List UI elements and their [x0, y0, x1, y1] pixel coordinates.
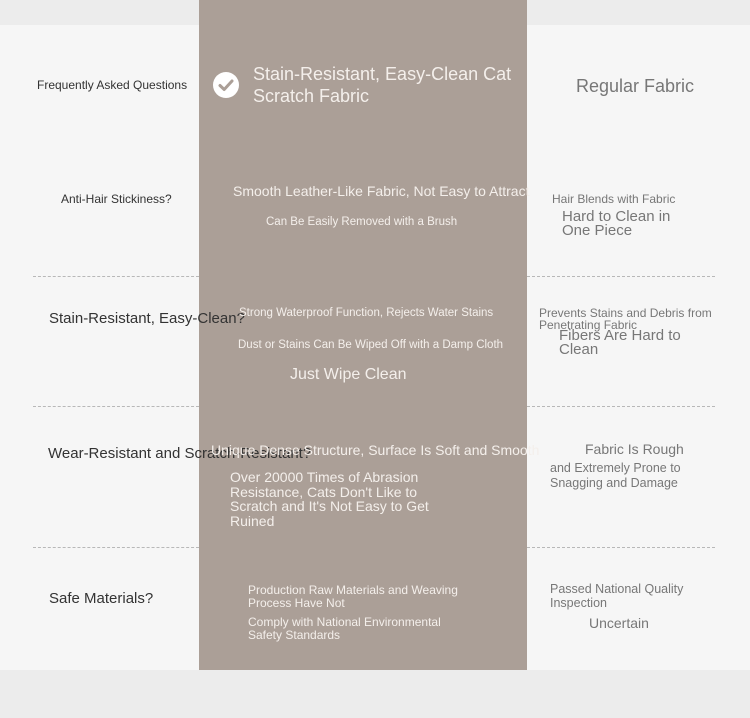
question-wear: Wear-Resistant and Scratch-Resistant? [48, 445, 312, 462]
regular-hair-line2: Hard to Clean in One Piece [562, 208, 671, 239]
featured-stain-line1: Strong Waterproof Function, Rejects Water Stains [239, 307, 494, 319]
regular-safe-line1: Passed National Quality Inspection [550, 582, 684, 610]
regular-stain-line2: Fibers Are Hard to Clean [559, 327, 681, 358]
footer-bar [0, 670, 750, 718]
featured-safe-line2: Comply with National Environmental Safety Standards [248, 615, 441, 642]
featured-stain-line3: Just Wipe Clean [290, 366, 407, 383]
regular-title: Regular Fabric [576, 76, 695, 96]
featured-wear-line1: Unique Dense Structure, Surface Is Soft and Smooth [211, 442, 540, 458]
row-divider [527, 406, 715, 407]
question-safe: Safe Materials? [49, 590, 154, 607]
regular-hair-line1: Hair Blends with Fabric [552, 192, 676, 206]
row-divider [527, 547, 715, 548]
question-hair: Anti-Hair Stickiness? [61, 192, 172, 206]
regular-wear-line1: Fabric Is Rough [585, 441, 684, 457]
featured-safe-line1: Production Raw Materials and Weaving Process Have Not [248, 583, 458, 610]
featured-hair-line2: Can Be Easily Removed with a Brush [266, 216, 458, 228]
regular-stain-line1: Prevents Stains and Debris from Penetrating Fabric [539, 306, 712, 332]
featured-stain-line2: Dust or Stains Can Be Wiped Off with a Damp Cloth [238, 339, 504, 351]
featured-title: Stain-Resistant, Easy-Clean Cat Scratch Fabric [253, 64, 512, 106]
row-divider [33, 406, 199, 407]
row-divider [33, 547, 199, 548]
featured-hair-line1: Smooth Leather-Like Fabric, Not Easy to Attract [233, 183, 530, 199]
regular-safe-line2: Uncertain [589, 615, 649, 631]
check-circle-icon [213, 72, 239, 98]
featured-wear-line2: Over 20000 Times of Abrasion Resistance, Cats Don't Like to Scratch and It's Not Easy to Get Ruined [230, 469, 429, 529]
question-stain: Stain-Resistant, Easy-Clean? [49, 310, 245, 327]
regular-wear-line2: and Extremely Prone to Snagging and Damage [550, 461, 681, 490]
row-divider [527, 276, 715, 277]
faq-title: Frequently Asked Questions [37, 78, 188, 92]
row-divider [33, 276, 199, 277]
